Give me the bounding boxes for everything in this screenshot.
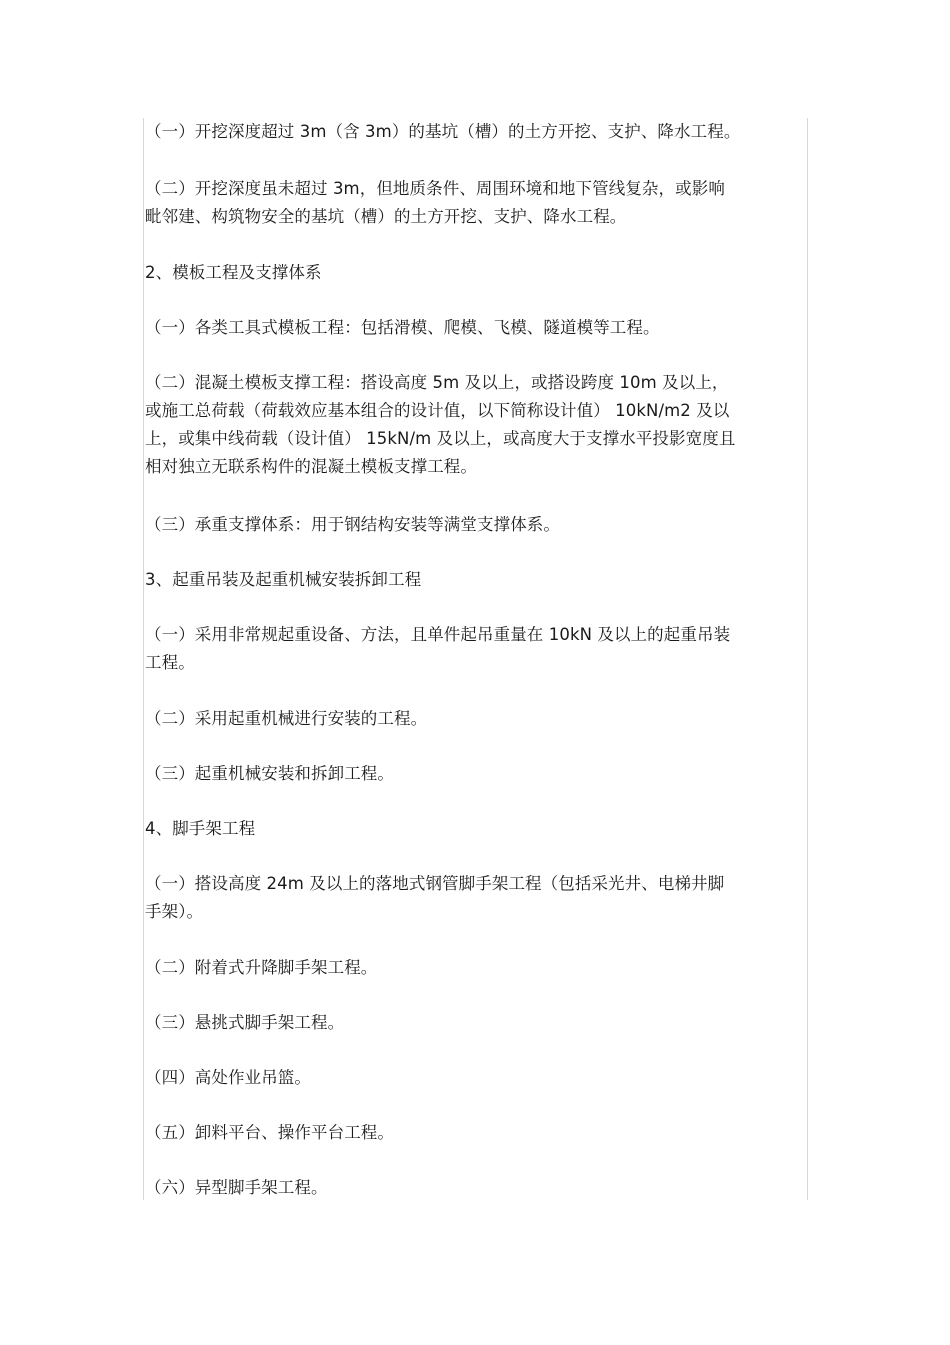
text-line: 毗邻建、构筑物安全的基坑（槽）的土方开挖、支护、降水工程。 [145,207,627,226]
text-line: 手架）。 [145,902,204,921]
text-line: （一）各类工具式模板工程：包括滑模、爬模、飞模、隧道模等工程。 [145,318,660,337]
text-line: （一）开挖深度超过 3m（含 3m）的基坑（槽）的土方开挖、支护、降水工程。 [145,122,741,141]
text-line: （一）搭设高度 24m 及以上的落地式钢管脚手架工程（包括采光井、电梯井脚 [145,874,725,893]
text-line: （三）起重机械安装和拆卸工程。 [145,764,394,783]
paragraph-12 [145,870,807,926]
paragraph-4 [145,314,807,342]
paragraph-6 [145,511,807,539]
text-line: （一）采用非常规起重设备、方法，且单件起吊重量在 10kN 及以上的起重吊装 [145,625,731,644]
text-line: （二）开挖深度虽未超过 3m，但地质条件、周围环境和地下管线复杂，或影响 [145,179,725,198]
section-heading-2 [145,259,807,287]
text-line: 相对独立无联系构件的混凝土模板支撑工程。 [145,457,477,476]
text-line: 或施工总荷载（荷载效应基本组合的设计值，以下简称设计值） 10kN/m2 及以 [145,401,730,420]
text-line: （二）混凝土模板支撑工程：搭设高度 5m 及以上，或搭设跨度 10m 及以上， [145,373,729,392]
text-line: 上，或集中线荷载（设计值） 15kN/m 及以上，或高度大于支撑水平投影宽度且 [145,429,736,448]
heading-text: 4、脚手架工程 [145,819,256,838]
text-line: 工程。 [145,653,195,672]
paragraph-2 [145,175,807,231]
paragraph-13 [145,954,807,982]
paragraph-8 [145,621,807,677]
section-heading-3 [145,566,807,594]
text-line: （五）卸料平台、操作平台工程。 [145,1123,394,1142]
paragraph-5 [145,369,807,481]
heading-text: 2、模板工程及支撑体系 [145,263,322,282]
text-line: （三）承重支撑体系：用于钢结构安装等满堂支撑体系。 [145,515,560,534]
paragraph-15 [145,1064,807,1092]
paragraph-16 [145,1119,807,1147]
left-margin-rule [143,118,144,1200]
paragraph-9 [145,705,807,733]
paragraph-14 [145,1009,807,1037]
text-line: （六）异型脚手架工程。 [145,1178,328,1197]
paragraph-1 [145,118,807,146]
paragraph-10 [145,760,807,788]
paragraph-17 [145,1174,807,1202]
heading-text: 3、起重吊装及起重机械安装拆卸工程 [145,570,422,589]
text-line: （二）附着式升降脚手架工程。 [145,958,378,977]
text-line: （二）采用起重机械进行安装的工程。 [145,709,428,728]
section-heading-4 [145,815,807,843]
text-line: （四）高处作业吊篮。 [145,1068,311,1087]
text-line: （三）悬挑式脚手架工程。 [145,1013,345,1032]
right-margin-rule [807,118,808,1200]
